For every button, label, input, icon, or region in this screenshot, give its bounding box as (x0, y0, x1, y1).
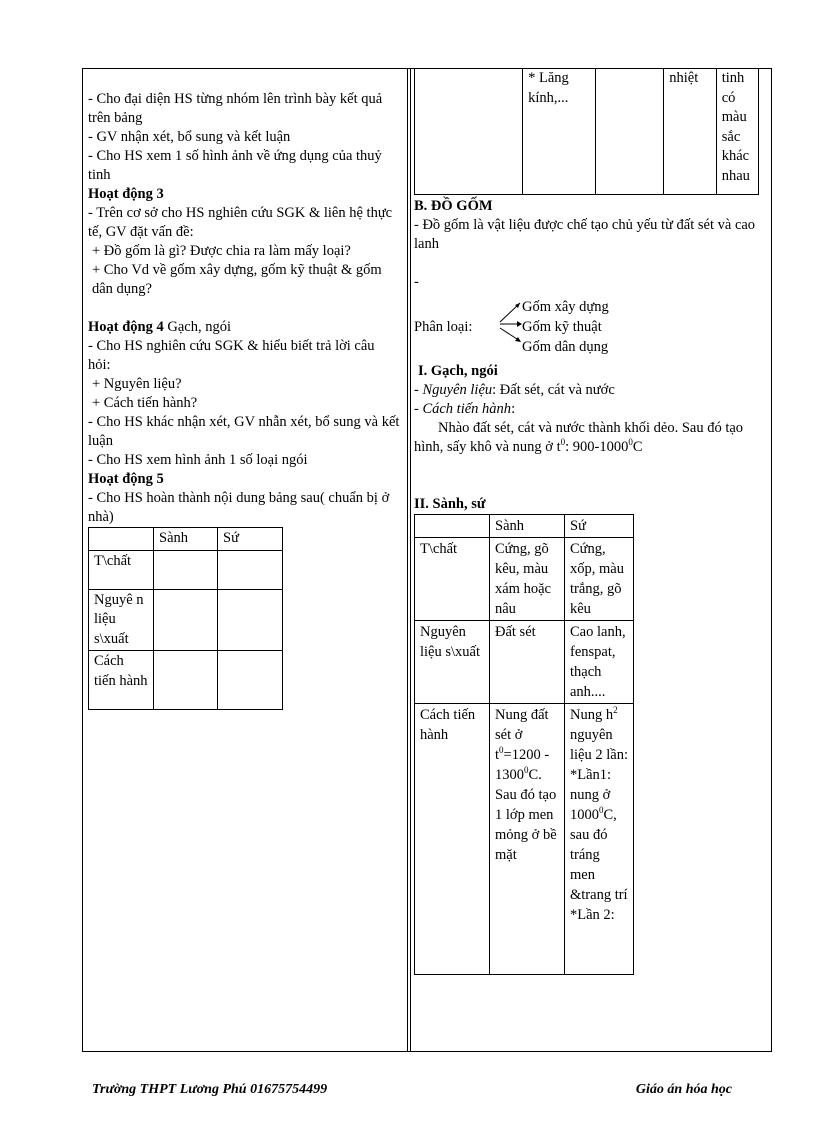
cach-tien-hanh-colon: : (511, 401, 516, 417)
hd4-title: Hoạt động 4 (88, 319, 164, 335)
ss-cachtienhanh-su: Nung $h^2$ nguyên liệu 2 lần: *Lần1: nung ở 1000$^0$C, sau đó tráng men &trang trí *Lần 2: (565, 704, 634, 975)
right-column (414, 68, 766, 975)
classification-ky-thuat: Gốm kỹ thuật (522, 319, 602, 335)
ss-corner (415, 515, 490, 538)
hd4-line1: - Cho HS nghiên cứu SGK & hiểu biết trả lời câu hỏi: (88, 338, 375, 373)
ss-su-text-a: Nung h (570, 707, 614, 723)
hd5-table-cell (154, 589, 218, 651)
ss-head-su: Sứ (565, 515, 634, 538)
heading-gach-ngoi: I. Gạch, ngói (418, 363, 498, 379)
continued-cell-3 (596, 68, 664, 195)
hd4-line4: - Cho HS khác nhận xét, GV nhẫn xét, bổ sung và kết luận (88, 414, 400, 449)
hd5-table-cell (218, 651, 283, 710)
process-text: Nhào đất sét, cát và nước thành khối dẻo. Sau đó tạo hình, sấy khô và nung ở t (414, 420, 744, 455)
classification-diagram (414, 298, 766, 362)
process-unit: C (632, 439, 643, 455)
ss-sanh-text-a: Nung đất sét ở t (495, 707, 549, 763)
footer-school: Trường THPT Lương Phú 01675754499 (92, 1082, 328, 1097)
heading-sanh-su: II. Sành, sứ (414, 496, 486, 512)
hd5-table-corner (89, 528, 154, 551)
ss-row-nguyenlieu: Nguyên liệu s\xuất (415, 621, 490, 704)
gach-ngoi-process: Nhào đất sét, cát và nước thành khối dẻo. Sau đó tạo hình, sấy khô và nung ở $t^0$: 900-1000$^0$C (414, 420, 744, 455)
hd5-table-row-nguyenlieu: Nguyê n liệu s\xuất (89, 589, 154, 651)
ss-cachtienhanh-sanh: Nung đất sét ở $t^0=1200 - 1300^0C$. Sau đó tạo 1 lớp men mỏng ở bề mặt (490, 704, 565, 975)
hd5-table-cell (218, 550, 283, 589)
ss-row-cachtienhanh: Cách tiến hành (415, 704, 490, 975)
continued-cell-4: nhiệt (664, 68, 717, 195)
continued-cell-5: tinh có màu sắc khác nhau (716, 68, 758, 195)
sanh-su-table (414, 514, 634, 975)
ss-sanh-text-b: =1200 - 1300 (495, 747, 550, 783)
classification-label: Phân loại: (414, 319, 473, 335)
text-p1: - Cho đại diện HS từng nhóm lên trình bày kết quả trên bảng (88, 91, 383, 126)
hd3-line1: - Trên cơ sở cho HS nghiên cứu SGK & liên hệ thực tế, GV đặt vấn đề: (88, 205, 393, 240)
text-p3: - Cho HS xem 1 số hình ảnh về ứng dụng của thuỷ tinh (88, 148, 382, 183)
footer-doc-title: Giáo án hóa học (635, 1082, 732, 1097)
hd5-line1: - Cho HS hoàn thành nội dung bảng sau( chuẩn bị ở nhà) (88, 490, 390, 525)
gach-ngoi-nguyen-lieu: - Nguyên liệu: Đất sét, cát và nước (414, 382, 615, 398)
continued-table (414, 68, 759, 195)
dash: - (414, 274, 419, 290)
hd5-table-cell (218, 589, 283, 651)
left-column (88, 90, 400, 710)
text-p2: - GV nhận xét, bổ sung và kết luận (88, 129, 291, 145)
cach-tien-hanh-label: - Cách tiến hành (414, 401, 512, 417)
hd5-table-row-cachtienhanh: Cách tiến hành (89, 651, 154, 710)
ss-row-tchat: T\chất (415, 538, 490, 621)
nguyen-lieu-text: : Đất sét, cát và nước (492, 382, 615, 398)
classification-dan-dung: Gốm dân dụng (522, 339, 609, 355)
ss-su-text-c: C, sau đó tráng men &trang trí *Lần 2: (570, 807, 628, 923)
column-divider (407, 68, 408, 1051)
hd5-table (88, 527, 283, 710)
do-gom-definition: - Đồ gốm là vật liệu được chế tạo chủ yếu từ đất sét và cao lanh (414, 217, 756, 252)
gach-ngoi-cach-tien-hanh (414, 400, 766, 419)
ss-nguyenlieu-sanh: Đất sét (490, 621, 565, 704)
nguyen-lieu-label: Nguyên liệu (422, 382, 493, 398)
hd4-line5: - Cho HS xem hình ảnh 1 số loại ngói (88, 452, 308, 468)
heading-hd4 (88, 318, 400, 337)
ss-sanh-text-c: C. Sau đó tạo 1 lớp men mỏng ở bề mặt (495, 767, 557, 863)
hd5-table-head-su: Sứ (218, 528, 283, 551)
heading-hd3: Hoạt động 3 (88, 186, 164, 202)
hd5-table-row-tchat: T\chất (89, 550, 154, 589)
heading-hd5: Hoạt động 5 (88, 471, 164, 487)
continued-cell-1 (415, 68, 523, 195)
hd4-subtitle: Gạch, ngói (163, 319, 231, 335)
hd5-table-head-sanh: Sành (154, 528, 218, 551)
ss-nguyenlieu-su: Cao lanh, fenspat, thạch anh.... (565, 621, 634, 704)
ss-head-sanh: Sành (490, 515, 565, 538)
hd5-table-cell (154, 550, 218, 589)
ss-tchat-sanh: Cứng, gõ kêu, màu xám hoặc nâu (490, 538, 565, 621)
classification-xay-dung: Gốm xây dựng (522, 299, 609, 315)
page-footer (92, 1080, 732, 1099)
ss-tchat-su: Cứng, xốp, màu trắng, gõ kêu (565, 538, 634, 621)
hd4-line3: + Cách tiến hành? (92, 395, 198, 411)
hd3-line2: + Đồ gốm là gì? Được chia ra làm mấy loại? (92, 243, 351, 259)
ss-su-text-b: nguyên liệu 2 lần: *Lần1: nung ở 1000 (570, 727, 628, 823)
hd5-table-cell (154, 651, 218, 710)
process-temp: : 900-1000 (565, 439, 629, 455)
hd4-line2: + Nguyên liệu? (92, 376, 182, 392)
continued-cell-2: * Lăng kính,... (523, 68, 596, 195)
hd3-line3: + Cho Vd về gốm xây dựng, gốm kỹ thuật & gốm dân dụng? (92, 262, 382, 297)
column-divider-inner (410, 68, 411, 1051)
heading-do-gom: B. ĐỒ GỐM (414, 198, 493, 214)
